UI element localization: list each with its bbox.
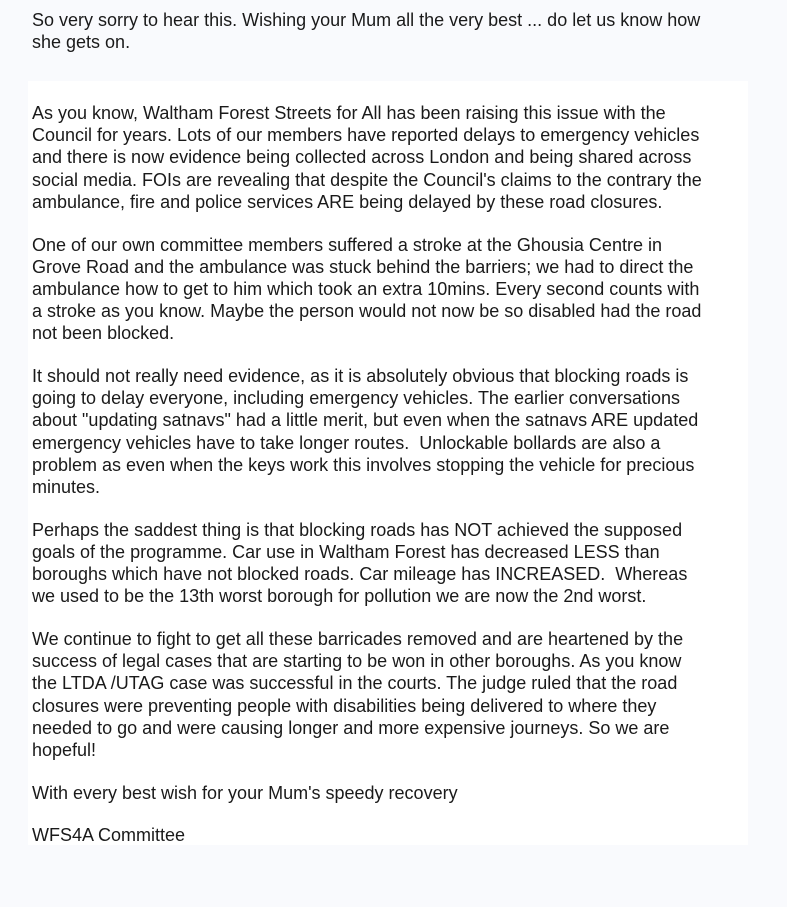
text-line: ambulance, fire and police services ARE being delayed by these road closures.: [32, 191, 663, 212]
text-line: success of legal cases that are starting to be won in other boroughs. As you know: [32, 651, 682, 672]
text-line: ambulance how to get to him which took an extra 10mins. Every second counts with: [32, 278, 700, 299]
paragraph: [32, 519, 702, 608]
text-line: minutes.: [32, 477, 101, 498]
text-line: As you know, Waltham Forest Streets for All has been raising this issue with the: [32, 103, 666, 123]
text-line: boroughs which have not blocked roads. Car mileage has INCREASED. Whereas: [32, 564, 688, 585]
text-line: and there is now evidence being collected across London and being shared across: [32, 147, 692, 168]
paragraph: [32, 102, 702, 213]
text-line: not been blocked.: [32, 323, 175, 344]
text-line: about "updating satnavs" had a little merit, but even when the satnavs ARE updated: [32, 410, 699, 431]
text-line: a stroke as you know. Maybe the person would not now be so disabled had the road: [32, 301, 702, 322]
text-line: Perhaps the saddest thing is that blocking roads has NOT achieved the supposed: [32, 519, 683, 540]
paragraph: [32, 234, 702, 345]
text-line: needed to go and were causing longer and more expensive journeys. So we are: [32, 717, 670, 738]
closing-line: [32, 782, 702, 804]
paragraph: [32, 628, 702, 761]
text-line: the LTDA /UTAG case was successful in the courts. The judge ruled that the road: [32, 673, 678, 694]
text-line: going to delay everyone, including emergency vehicles. The earlier conversations: [32, 388, 681, 409]
text-line: social media. FOIs are revealing that despite the Council's claims to the contrary the: [32, 169, 702, 190]
intro-paragraph: [32, 9, 700, 53]
text-line: she gets on.: [32, 32, 131, 53]
text-line: hopeful!: [32, 740, 97, 761]
text-line: goals of the programme. Car use in Waltham Forest has decreased LESS than: [32, 541, 660, 562]
text-line: With every best wish for your Mum's speedy recovery: [32, 782, 458, 803]
text-line: It should not really need evidence, as it is absolutely obvious that blocking roads is: [32, 366, 689, 387]
text-line: So very sorry to hear this. Wishing your Mum all the very best ... do let us know how: [32, 10, 701, 30]
text-line: problem as even when the keys work this involves stopping the vehicle for precious: [32, 454, 695, 475]
text-line: Grove Road and the ambulance was stuck behind the barriers; we had to direct the: [32, 256, 694, 277]
text-line: We continue to fight to get all these barricades removed and are heartened by the: [32, 629, 684, 650]
text-line: emergency vehicles have to take longer routes. Unlockable bollards are also a: [32, 432, 661, 453]
paragraph: [32, 365, 702, 498]
signature: [32, 824, 702, 846]
message-body: [32, 102, 702, 867]
text-line: Council for years. Lots of our members have reported delays to emergency vehicles: [32, 125, 700, 146]
text-line: One of our own committee members suffered a stroke at the Ghousia Centre in: [32, 234, 662, 255]
text-line: we used to be the 13th worst borough for pollution we are now the 2nd worst.: [32, 586, 647, 607]
text-line: closures were preventing people with disabilities being delivered to where they: [32, 695, 657, 716]
text-line: WFS4A Committee: [32, 825, 186, 846]
